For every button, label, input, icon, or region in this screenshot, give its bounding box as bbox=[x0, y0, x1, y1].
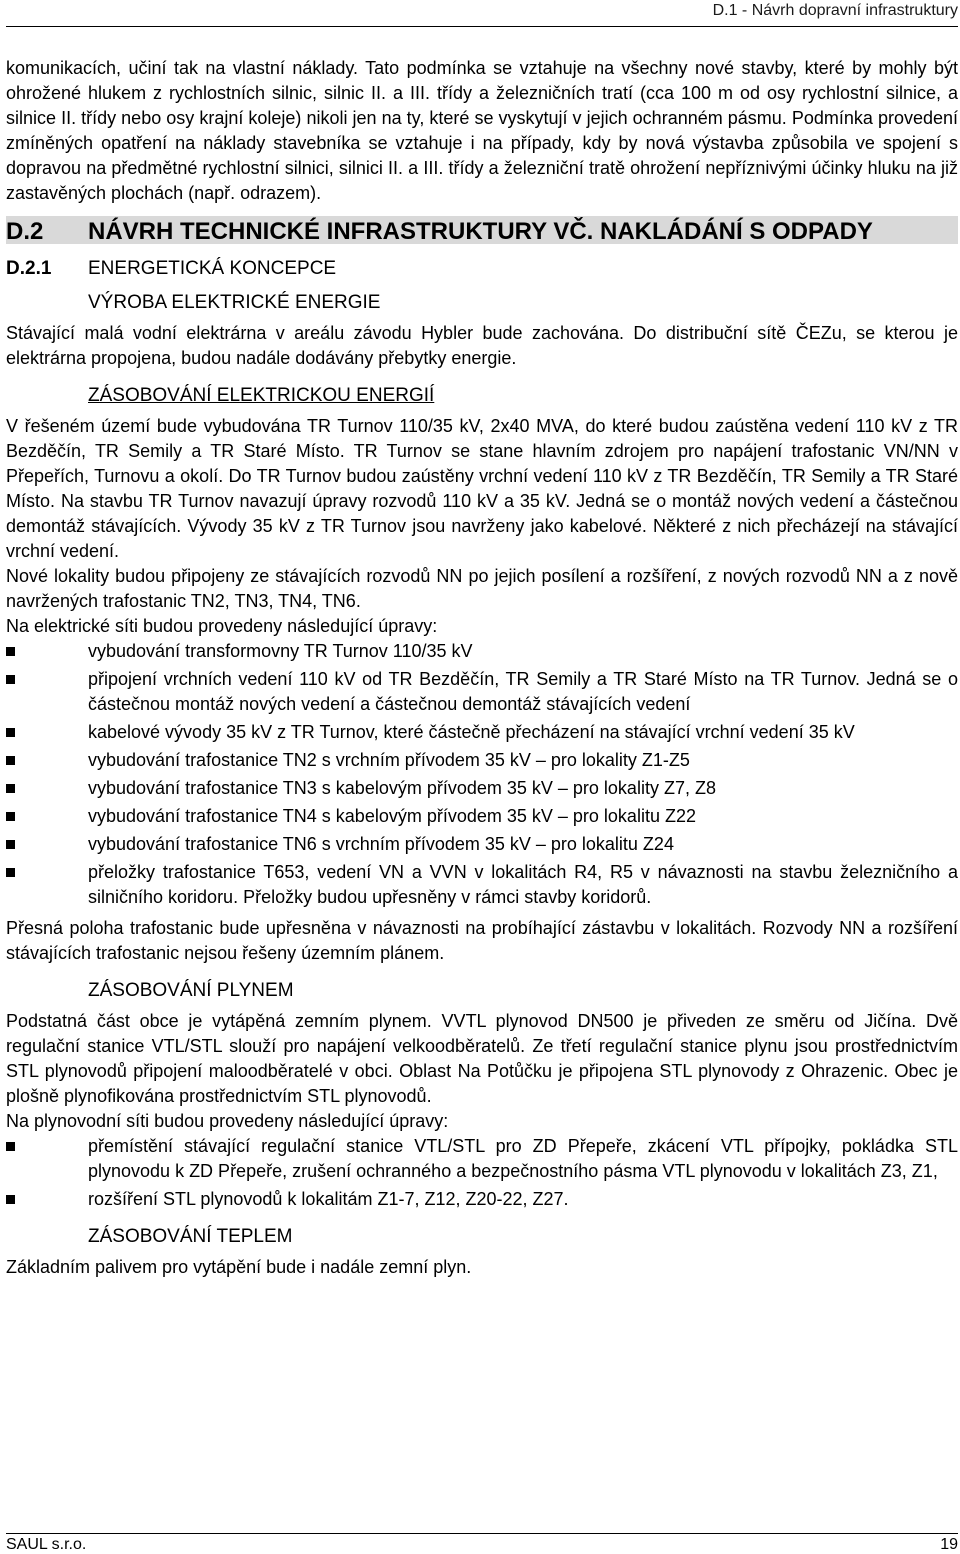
footer-company: SAUL s.r.o. bbox=[6, 1536, 87, 1553]
subsection-heading bbox=[6, 256, 958, 282]
list-item: přemístění stávající regulační stanice VTL/STL pro ZD Přepeře, zkácení VTL přípojky, pokládka STL plynovodu k ZD Přepeře, zrušení ochranného a bezpečnostního pásma VTL plynovodu v lokalitách Z3, Z1, bbox=[6, 1134, 958, 1184]
plyn-heading: ZÁSOBOVÁNÍ PLYNEM bbox=[88, 980, 294, 1001]
bullet-icon bbox=[6, 1195, 15, 1204]
list-item: vybudování trafostanice TN3 s kabelovým přívodem 35 kV – pro lokality Z7, Z8 bbox=[6, 776, 958, 801]
page-footer bbox=[6, 1533, 958, 1554]
vyroba-heading: VÝROBA ELEKTRICKÉ ENERGIE bbox=[88, 292, 381, 313]
bullet-icon bbox=[6, 812, 15, 821]
list-item: vybudování trafostanice TN4 s kabelovým přívodem 35 kV – pro lokalitu Z22 bbox=[6, 804, 958, 829]
page-header bbox=[6, 0, 958, 27]
list-item: rozšíření STL plynovodů k lokalitám Z1-7, Z12, Z20-22, Z27. bbox=[6, 1187, 958, 1212]
bullet-icon bbox=[6, 784, 15, 793]
elektro-list bbox=[6, 639, 958, 910]
list-item: vybudování trafostanice TN2 s vrchním přívodem 35 kV – pro lokality Z1-Z5 bbox=[6, 748, 958, 773]
bullet-icon bbox=[6, 840, 15, 849]
elektro-paragraph-1: V řešeném území bude vybudována TR Turnov 110/35 kV, 2x40 MVA, do které budou zaústěna vedení 110 kV z TR Bezděčín, TR Semily a TR Staré Místo. TR Turnov se stane hlavním zdrojem pro napájení trafostanic VN/NN v Přepeřích, Turnovu a okolí. Do TR Turnov budou zaústěny vrchní vedení 110 kV z TR Bezděčín, TR Semily a TR Staré Místo. Na stavbu TR Turnov navazují úpravy rozvodů 110 kV a 35 kV. Jedná se o montáž nových vedení a částečnou demontáž stávajících. Vývody 35 kV z TR Turnov jsou navrženy jako kabelové. Některé z nich přecházejí na stávající vrchní vedení. bbox=[6, 416, 958, 561]
page-number: 19 bbox=[940, 1536, 958, 1553]
bullet-icon bbox=[6, 868, 15, 877]
list-item: přeložky trafostanice T653, vedení VN a VVN v lokalitách R4, R5 v návaznosti na stavbu železničního a silničního koridoru. Přeložky budou upřesněny v rámci stavby koridorů. bbox=[6, 860, 958, 910]
bullet-icon bbox=[6, 1142, 15, 1151]
bullet-icon bbox=[6, 728, 15, 737]
bullet-icon bbox=[6, 756, 15, 765]
elektro-paragraph-3: Na elektrické síti budou provedeny následující úpravy: bbox=[6, 616, 438, 636]
teplo-paragraph: Základním palivem pro vytápění bude i nadále zemní plyn. bbox=[6, 1257, 472, 1277]
page-content bbox=[6, 56, 958, 1280]
list-item: vybudování transformovny TR Turnov 110/35 kV bbox=[6, 639, 958, 664]
elektro-paragraph-2: Nové lokality budou připojeny ze stávajících rozvodů NN po jejich posílení a rozšíření, z nových rozvodů NN a z nově navržených trafostanic TN2, TN3, TN4, TN6. bbox=[6, 566, 958, 611]
header-title: D.1 - Návrh dopravní infrastruktury bbox=[712, 2, 958, 19]
plyn-list bbox=[6, 1134, 958, 1212]
section-title: NÁVRH TECHNICKÉ INFRASTRUKTURY VČ. NAKLÁDÁNÍ S ODPADY bbox=[88, 218, 873, 245]
section-number: D.2 bbox=[6, 218, 44, 245]
section-heading bbox=[6, 216, 958, 244]
bullet-icon bbox=[6, 647, 15, 656]
list-item: vybudování trafostanice TN6 s vrchním přívodem 35 kV – pro lokalitu Z24 bbox=[6, 832, 958, 857]
elektro-heading: ZÁSOBOVÁNÍ ELEKTRICKOU ENERGIÍ bbox=[88, 385, 435, 406]
list-item: připojení vrchních vedení 110 kV od TR Bezděčín, TR Semily a TR Staré Místo na TR Turnov. Jedná se o částečnou montáž nových vedení a částečnou demontáž stávajících vedení bbox=[6, 667, 958, 717]
elektro-paragraph-4: Přesná poloha trafostanic bude upřesněna v návaznosti na probíhající zástavbu v lokalitách. Rozvody NN a rozšíření stávajících trafostanic nejsou řešeny územním plánem. bbox=[6, 918, 958, 963]
bullet-icon bbox=[6, 675, 15, 684]
plyn-paragraph-2: Na plynovodní síti budou provedeny následující úpravy: bbox=[6, 1111, 449, 1131]
list-item: kabelové vývody 35 kV z TR Turnov, které částečně přecházení na stávající vrchní vedení 35 kV bbox=[6, 720, 958, 745]
subsection-number: D.2.1 bbox=[6, 258, 52, 279]
subsection-title: ENERGETICKÁ KONCEPCE bbox=[88, 258, 337, 279]
plyn-paragraph-1: Podstatná část obce je vytápěná zemním plynem. VVTL plynovod DN500 je přiveden ze směru od Jičína. Dvě regulační stanice VTL/STL slouží pro napájení velkoodběratelů. Ze třetí regulační stanice plynu jsou prostřednictvím STL plynovodů připojení maloodběratelé v obci. Oblast Na Potůčku je připojena STL plynovody z Ohrazenic. Obec je plošně plynofikována prostřednictvím STL plynovodů. bbox=[6, 1011, 958, 1106]
teplo-heading: ZÁSOBOVÁNÍ TEPLEM bbox=[88, 1226, 293, 1247]
vyroba-paragraph: Stávající malá vodní elektrárna v areálu závodu Hybler bude zachována. Do distribuční sítě ČEZu, se kterou je elektrárna propojena, budou nadále dodávány přebytky energie. bbox=[6, 323, 958, 368]
intro-paragraph: komunikacích, učiní tak na vlastní náklady. Tato podmínka se vztahuje na všechny nové stavby, které by mohly být ohrožené hlukem z rychlostních silnic, silnic II. a III. třídy a železničních tratí (cca 100 m od osy rychlostní silnice, a silnice II. třídy nebo osy krajní koleje) nikoli jen na ty, které se vyskytují v jejich ochranném pásmu. Podmínka provedení zmíněných opatření na náklady stavebníka se vztahuje i na případy, kdy by nová výstavba způsobila ve spojení s dopravou na předmětné rychlostní silnici, silnici II. a III. třídy a železniční tratě ohrožení nepříznivými účinky hluku na již zastavěných plochách (např. odrazem). bbox=[6, 58, 958, 203]
